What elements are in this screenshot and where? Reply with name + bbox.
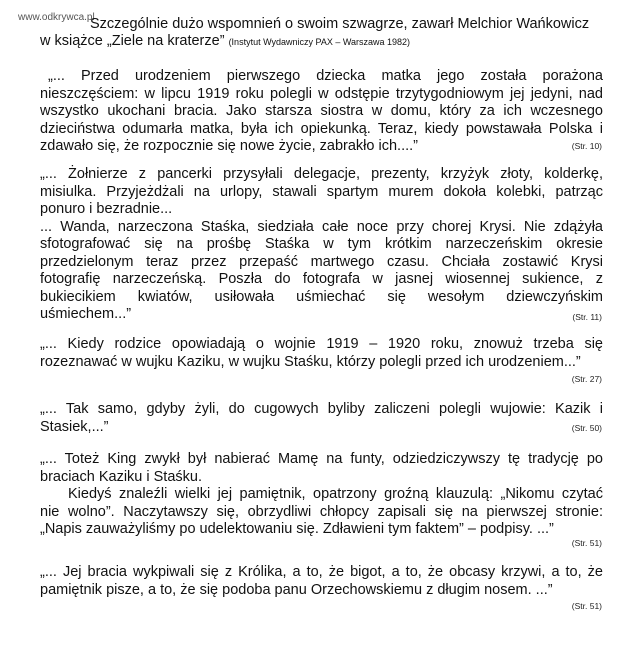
quote-1-line: zdawało się, że rozpocznie się nowe życie, zabrakło ich....” [40, 138, 418, 154]
quote-4-page-ref: (Str. 50) [571, 423, 602, 433]
quote-2-line: sfotografować się na prośbę Staśka w tym krótkim narzeczeńskim okresie [40, 236, 603, 252]
quote-5-line: „... Toteż King zwykł był nabierać Mamę na funty, odziedziczywszy tę tradycję po [40, 451, 603, 467]
quote-1-line: „... Przed urodzeniem pierwszego dziecka matka jego została porażona [48, 68, 603, 84]
quote-6-page-ref: (Str. 51) [571, 601, 602, 611]
quote-5 [40, 451, 603, 539]
quote-1 [40, 68, 603, 156]
quote-2-line: „... Żołnierze z pancerki przysyłali delegacje, prezenty, krzyżyk złoty, kolderkę, [40, 166, 603, 182]
quote-6-line: pamiętnik pisze, a to, że się podoba panu Orzechowskiemu z długim nosem. ...” [40, 581, 553, 598]
quote-2-line: ... Wanda, narzeczona Staśka, siedziała całe noce przy chorej Krysi. Nie zdążyła [40, 218, 603, 235]
quote-5-line: „Napis zauważyliśmy po udelektowaniu się. Zdławieni tym faktem” – podpisy. ...” [40, 521, 554, 537]
quote-1-page-ref: (Str. 10) [571, 141, 602, 151]
quote-2-line: ponuro i bezradnie... [40, 201, 173, 217]
quote-5-page-ref: (Str. 51) [571, 538, 602, 548]
quote-2-line: uśmiechem...” [40, 306, 132, 322]
intro-publisher: (Instytut Wydawniczy PAX – Warszawa 1982) [228, 37, 411, 47]
quote-2-line: bukiecikiem kwiatów, usiłowała uśmiechać się wesołym dziewczyńskim [40, 288, 603, 305]
quote-1-line: nieszczęściem: w lipcu 1919 roku polegli w odstępie trzytygodniowym jej jedyni, nad [40, 85, 603, 102]
quote-3-line: „... Kiedy rodzice opowiadają o wojnie 1919 – 1920 roku, znowuż trzeba się [40, 336, 603, 352]
quote-5-line: braciach Kaziku i Staśku. [40, 468, 202, 485]
quote-2-line: przedzielonym teraz przez przepaść martwego czasu. Chciała zostawić Krysi [40, 253, 603, 270]
quote-4-line: Stasiek,...” [40, 418, 109, 435]
intro-line-2 [40, 33, 600, 51]
watermark: www.odkrywca.pl [18, 12, 95, 23]
quote-4 [40, 401, 603, 436]
quote-2 [40, 166, 603, 324]
quote-2-page-ref: (Str. 11) [572, 312, 602, 322]
intro-book-title: w książce „Ziele na kraterze” [40, 33, 225, 49]
quote-6 [40, 564, 603, 599]
quote-5-line: nie wolno”. Naczytawszy się, obrzydliwi chłopcy zapisali się na pierwszej stronie: [40, 503, 603, 520]
quote-3 [40, 336, 603, 371]
quote-6-line: „... Jej bracia wykpiwali się z Królika, a to, że bigot, a to, że obcasy krzywi, a to, że [40, 564, 603, 580]
quote-4-line: „... Tak samo, gdyby żyli, do cugowych byliby zaliczeni polegli wujowie: Kazik i [40, 401, 603, 417]
quote-1-line: dzieciństwa odumarła matka, była ich opiekunką. Teraz, kiedy powstawała Polska i [40, 120, 603, 137]
quote-1-line: wszystko ukochani bracia. Jako starsza siostra w domu, który za ich wczesnego [40, 103, 603, 119]
quote-5-line: Kiedyś znaleźli wielki jej pamiętnik, opatrzony groźną klauzulą: „Nikomu czytać [68, 486, 603, 502]
quote-3-page-ref: (Str. 27) [571, 374, 602, 384]
quote-2-line: misiulka. Przyjeżdżali na urlopy, stawali spartym murem dokoła kolebki, patrząc [40, 183, 603, 200]
intro-paragraph [40, 16, 600, 51]
quote-3-line: rozeznawać w wujku Kaziku, w wujku Staśku, którzy polegli przed ich urodzeniem...” [40, 353, 581, 370]
quote-2-line: fotografię narzeczeńską. Poszła do fotografa w jasnej wiosennej sukience, z [40, 271, 603, 287]
intro-line-1: Szczególnie dużo wspomnień o swoim szwagrze, zawarł Melchior Wańkowicz [90, 16, 590, 32]
